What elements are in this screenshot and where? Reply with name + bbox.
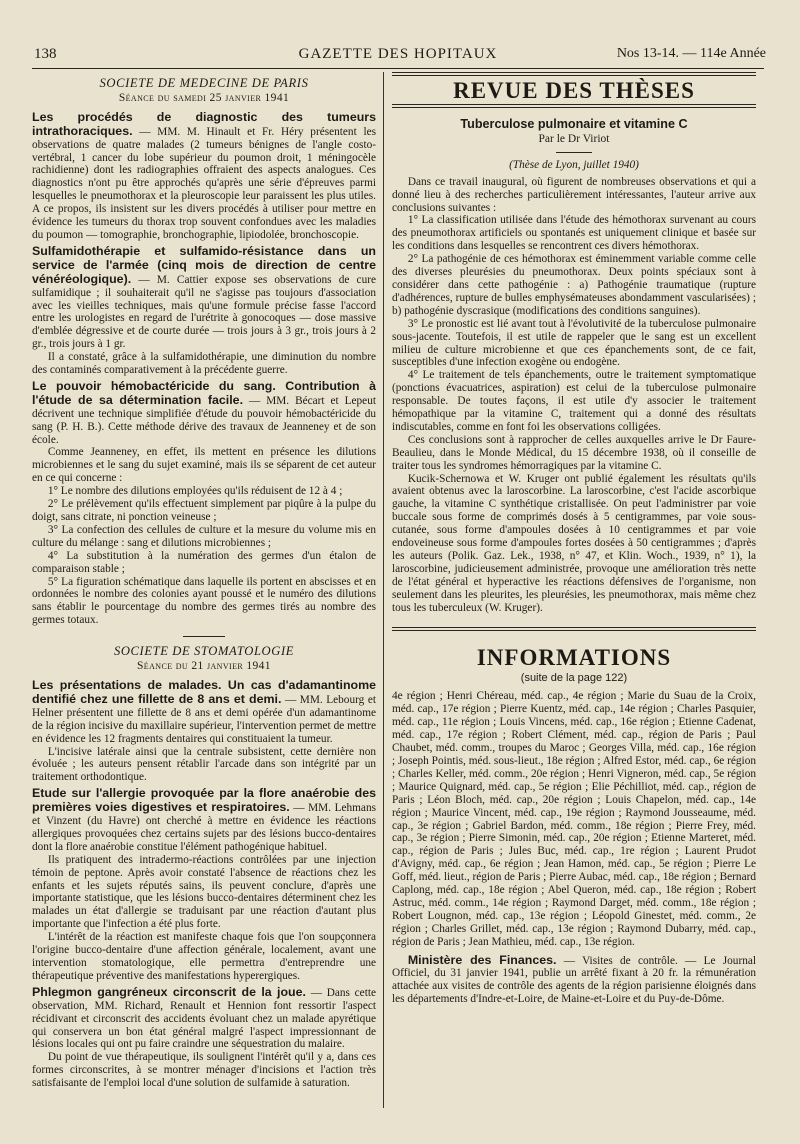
article-paragraph: L'intérêt de la réaction est manifeste chaque fois que l'on soupçonnera l'origine bucco-dentaire d'une affection générale, localement, avant une intervention stomatologique, elle permettra d'entreprendre une thérapeutique préventive des manifestations hyperergiques.: [32, 931, 376, 982]
list-item: 5° La figuration schématique dans laquelle ils portent en abscisses et en ordonnées le nombre des colonies ayant poussé et le numéro des dilutions sans établir le pourcentage du nombre des germes tirés au nombre des germes totaux.: [32, 575, 376, 627]
article-source: (Thèse de Lyon, juillet 1940): [509, 158, 639, 171]
list-item: 2° Le prélèvement qu'ils effectuent simplement par piqûre à la pulpe du doigt, sans citrate, ni ponction veineuse ;: [32, 498, 376, 523]
left-column: [32, 72, 376, 1090]
article-paragraph: 1° La classification utilisée dans l'étude des hémothorax survenant au cours des pneumothorax artificiels ou spontanés est uniquement clinique et basée sur les conditions dans lesquelles se rencontrent ces divers hémothorax.: [392, 214, 756, 253]
ministere-heading: Ministère des Finances.: [407, 952, 557, 967]
right-column: [392, 72, 756, 1006]
article-heading: Etude sur l'allergie provoquée par la flore anaérobie des premières voies digestives et respiratoires.: [32, 786, 376, 815]
seance-date: Séance du 21 janvier 1941: [137, 660, 271, 673]
list-item: 1° Le nombre des dilutions employées qu'ils réduisent de 12 à 4 ;: [47, 485, 343, 498]
society-title: SOCIETE DE STOMATOLOGIE: [113, 644, 295, 659]
article-title: Tuberculose pulmonaire et vitamine C: [460, 117, 688, 131]
article-paragraph: L'incisive latérale ainsi que la centrale subsistent, cette dernière non évoluée ; les auteurs pensent rétablir l'arcade dans son intégrité par un traitement orthodontique.: [32, 745, 376, 784]
journal-title: GAZETTE DES HOPITAUX: [298, 46, 498, 62]
article-author: Par le Dr Viriot: [538, 132, 610, 145]
section-divider: [183, 636, 225, 637]
article-paragraph: Du point de vue thérapeutique, ils soulignent l'intérêt qu'il y a, dans ces formes circonscrites, à se montrer ménager d'incisions et l'action très satisfaisante de l'emploi local d'une solution de sulfamide à saturation.: [32, 1051, 376, 1090]
section-rule: [392, 72, 756, 76]
article-heading: Les procédés de diagnostic des tumeurs intrathoraciques.: [32, 109, 376, 138]
informations-paragraph: 4e région ; Henri Chéreau, méd. cap., 4e région ; Marie du Suau de la Croix, méd. cap., 17e région ; Pierre Kuentz, méd. cap., 14e région ; Charles Pasquier, méd. cap., 11e région ; Louis Vincens, méd. cap., 16e région ; Etienne Cadenat, méd. cap., 17e région ; Robert Clément, méd. cap., région de Paris ; Paul Chaubet, méd. comm., troupes du Maroc ; Georges Villa, méd. cap., 16e région ; Joseph Pointis, méd. sous-lieut., 18e région ; Alfred Estor, méd. cap., 6e région ; Charles Keller, méd. comm., 20e région ; Henri Vigneron, méd. cap., 5e région ; Maurice Quignard, méd. cap., 5e région ; Elie Péchilliot, méd. cap., région de Paris ; Léon Bloch, méd. cap., 20e région ; Louis Chapelon, méd. cap., 14e région ; Maurice Vincent, méd. cap., 19e région ; Raymond Jousseaume, méd. cap., 3e région ; Gabriel Bardon, méd. comm., 18e région ; Pierre Frey, méd. cap., 3e région ; Pierre Simonin, méd. cap., 20e région ; Etienne Marteret, méd. cap., région de Paris ; Jules Buc, méd. cap., 1re région ; Laurent Prudot d'Avigny, méd. cap., 6e région ; Jean Hamon, méd. cap., 5e région ; Pierre Le Goff, méd. lieut., région de Paris ; Pierre Aubac, méd. cap., 18e région ; Bernard Caplong, méd. cap., 18e région ; Abel Queron, méd. cap., 18e région ; Robert Astruc, méd. comm., 14e région ; Raymond Darget, méd. comm., 18e région ; Robert Lougnon, méd. cap., 13e région ; Léopold Ginestet, méd. comm., 2e région ; Charles Grillet, méd. cap., 13e région ; Raymond Dubarry, méd. cap., région de Paris ; Jean Mathieu, méd. cap., 13e région.: [392, 690, 756, 948]
issue-number: Nos 13-14. — 114e Année: [616, 46, 766, 61]
revue-title: REVUE DES THÈSES: [453, 78, 695, 103]
article-paragraph: 2° La pathogénie de ces hémothorax est éminemment variable comme celle des diverses pleurésies du pneumothorax. Deux points spéciaux sont à considérer dans cette pathogénie : a) Pathogénie traumatique (rupture d'adhérences, rupture de bulles emphysémateuses abondamment vascularisées) ; b) pathogénie dyscrasique (modifications des conditions sanguines).: [392, 253, 756, 317]
header-rule: [32, 68, 764, 69]
article-paragraph: Il a constaté, grâce à la sulfamidothérapie, une diminution du nombre des contaminés comparativement à la précédente guerre.: [32, 351, 376, 377]
title-rule: [556, 152, 592, 153]
column-rule: [383, 72, 384, 1108]
article-paragraph: Etude sur l'allergie provoquée par la flore anaérobie des premières voies digestives et respiratoires. — MM. Lehmans et Vinzent (du Havre) ont cherché à mettre en évidence les réactions allergiques provoquées chez certains sujets par des lésions bucco-dentaires dont la flore anaérobie constitue l'élément pathogénique habituel.: [32, 786, 376, 853]
page-header: [30, 36, 766, 66]
list-item: 4° La substitution à la numération des germes d'un étalon de comparaison stable ;: [32, 549, 376, 575]
continuation-note: (suite de la page 122): [520, 671, 628, 684]
seance-date: Séance du samedi 25 janvier 1941: [118, 91, 290, 104]
article-paragraph: Kucik-Schernowa et W. Kruger ont publié également les résultats qu'ils avaient obtenus avec la laroscorbine. La laroscorbine, c'est l'acide ascorbique gauche, la vitamine C synthétique cristallisée. On peut l'administrer par voie buccale sous forme de comprimés dosés à 5 centigrammes, par voie sous-cutanée, sous forme d'ampoules dosées à 10 centigrammes et par voie endoveineuse sous forme d'ampoules fortes dosées à 50 centigrammes ; d'après les auteurs (Polik. Gaz. Lek., 1938, n° 47, et Klin. Woch., 1939, n° 1), la laroscorbine, judicieusement administrée, provoque une amélioration très nette de l'état général et hyperactive les réactions défensives de l'organisme, non seulement dans les pleurites, les pleurésies, les pneumothorax, mais même chez tous les tuberculeux (W. Kruger).: [392, 472, 756, 614]
page-number: 138: [34, 46, 57, 62]
article-paragraph: 3° Le pronostic est lié avant tout à l'évolutivité de la tuberculose pulmonaire sous-jacente. Toutefois, il est utile de rappeler que le sang est un excellent milieu de culture microbienne et que ces épanchements sont, de ce fait, susceptibles d'une infection exogène ou endogène.: [392, 317, 756, 369]
article-paragraph: Dans ce travail inaugural, où figurent de nombreuses observations et qui a donné lieu à des recherches particulièrement intéressantes, l'auteur arrive aux conclusions suivantes :: [392, 175, 756, 214]
article-paragraph: Ces conclusions sont à rapprocher de celles auxquelles arrive le Dr Faure-Beaulieu, dans le Monde Médical, du 15 décembre 1938, où il conseille de traiter tous les syndromes hémorragiques par la vitamine C.: [392, 433, 756, 472]
article-heading: Le pouvoir hémobactéricide du sang. Contribution à l'étude de sa détermination facile.: [32, 378, 376, 407]
list-item: 3° La confection des cellules de culture et la mesure du volume mis en culture du mélange : sang et dilutions microbiennes ;: [32, 523, 376, 549]
article-paragraph: Le pouvoir hémobactéricide du sang. Contribution à l'étude de sa détermination facile. — MM. Bécart et Lepeut décrivent une technique simplifiée d'étude du pouvoir hémobactéricide du sang (P. H. B.). Cette méthode dérive des travaux de Jeanneney et de son école.: [32, 378, 376, 446]
article-paragraph: Les procédés de diagnostic des tumeurs intrathoraciques. — MM. M. Hinault et Fr. Héry présentent les observations de quatre malades (2 tumeurs bénignes de l'angle costo-vertébral, 1 cancer du lobe supérieur du poumon droit, 1 méningocèle rachidienne) dont les radiographies offraient des aspects analogues. Ces diagnostics n'ont pu être approchés qu'après une série d'épreuves parmi lesquelles le pneumothorax et la pleuroscopie leur paraissent les plus utiles. A ce propos, ils insistent sur les divers procédés à utiliser pour mettre en évidence les tumeurs du thorax trop souvent confondues avec les maladies du poumon — tomographie, bronchographie, lipiodolée, bronchoscopie.: [32, 109, 376, 241]
ministere-paragraph: Ministère des Finances. — Visites de contrôle. — Le Journal Officiel, du 31 janvier 1941, publie un arrêté fixant à 20 fr. la rémunération attachée aux visites de contrôle des agents de la région parisienne éloignés dans les départements d'Indre-et-Loire, de Maine-et-Loire et du Puy-de-Dôme.: [392, 952, 757, 1006]
article-heading: Phlegmon gangréneux circonscrit de la joue.: [32, 984, 306, 999]
article-heading: Les présentations de malades. Un cas d'adamantinome dentifié chez une fillette de 8 ans et demi.: [32, 677, 376, 706]
article-paragraph: Sulfamidothérapie et sulfamido-résistance dans un service de l'armée (cinq mois de direction de centre vénéréologique). — M. Cattier expose ses observations de cure sulfamidique ; il souhaiterait qu'il ne s'agisse pas toujours d'association avec les vieilles techniques, mais qu'une formule précise fasse l'accord entre les urologistes en regard de l'urétrite à gonocoques — dose massive d'emblée dégressive et de courte durée — trois jours à 3 gr., trois jours à 2 gr., trois jours à 1 gr.: [32, 243, 376, 351]
article-paragraph: 4° Le traitement de tels épanchements, outre le traitement symptomatique (ponctions évacuatrices, aspiration) est celui de la tuberculose pulmonaire responsable. De toutes façons, il est utile d'y associer le traitement hémopathique par la vitamine C, traitement qui a donné des résultats indiscutables, comme en font foi les observations colligées.: [392, 369, 756, 433]
article-paragraph: Ils pratiquent des intradermo-réactions contrôlées par une injection témoin de peptone. Après avoir constaté l'absence de réactions chez les enfants et les sujets réputés sains, ils peuvent conclure, d'après une importante statistique, que les lésions bucco-dentaires déterminent chez les malades un état d'allergie se traduisant par une réaction d'autant plus importante que l'infection a été plus forte.: [32, 853, 376, 931]
informations-title: INFORMATIONS: [476, 644, 672, 670]
society-title: SOCIETE DE MEDECINE DE PARIS: [99, 76, 309, 90]
article-paragraph: Les présentations de malades. Un cas d'adamantinome dentifié chez une fillette de 8 ans et demi. — MM. Lebourg et Helner présentent une fillette de 8 ans et demi opérée d'un adamantinome de la région incisive du maxillaire supérieur, l'intervention permet de mettre en évidence les 12 fragments dentaires qui constituaient la tumeur.: [32, 677, 376, 745]
article-paragraph: Comme Jeanneney, en effet, ils mettent en présence les dilutions microbiennes et le sang du sujet examiné, mais ils se séparent de cet auteur en ce qui concerne :: [32, 446, 376, 485]
article-heading: Sulfamidothérapie et sulfamido-résistance dans un service de l'armée (cinq mois de direction de centre vénéréologique).: [32, 243, 376, 286]
article-paragraph: Phlegmon gangréneux circonscrit de la joue. — Dans cette observation, MM. Richard, Renault et Hennion font ressortir l'aspect récidivant et circonscrit des accidents évoluant chez un malade apyrétique qui conservera un bon état général malgré l'aspect impressionnant de lésions locales qui ont pu faire craindre une séquestration du malaire.: [32, 984, 376, 1051]
section-rule: [392, 104, 756, 108]
